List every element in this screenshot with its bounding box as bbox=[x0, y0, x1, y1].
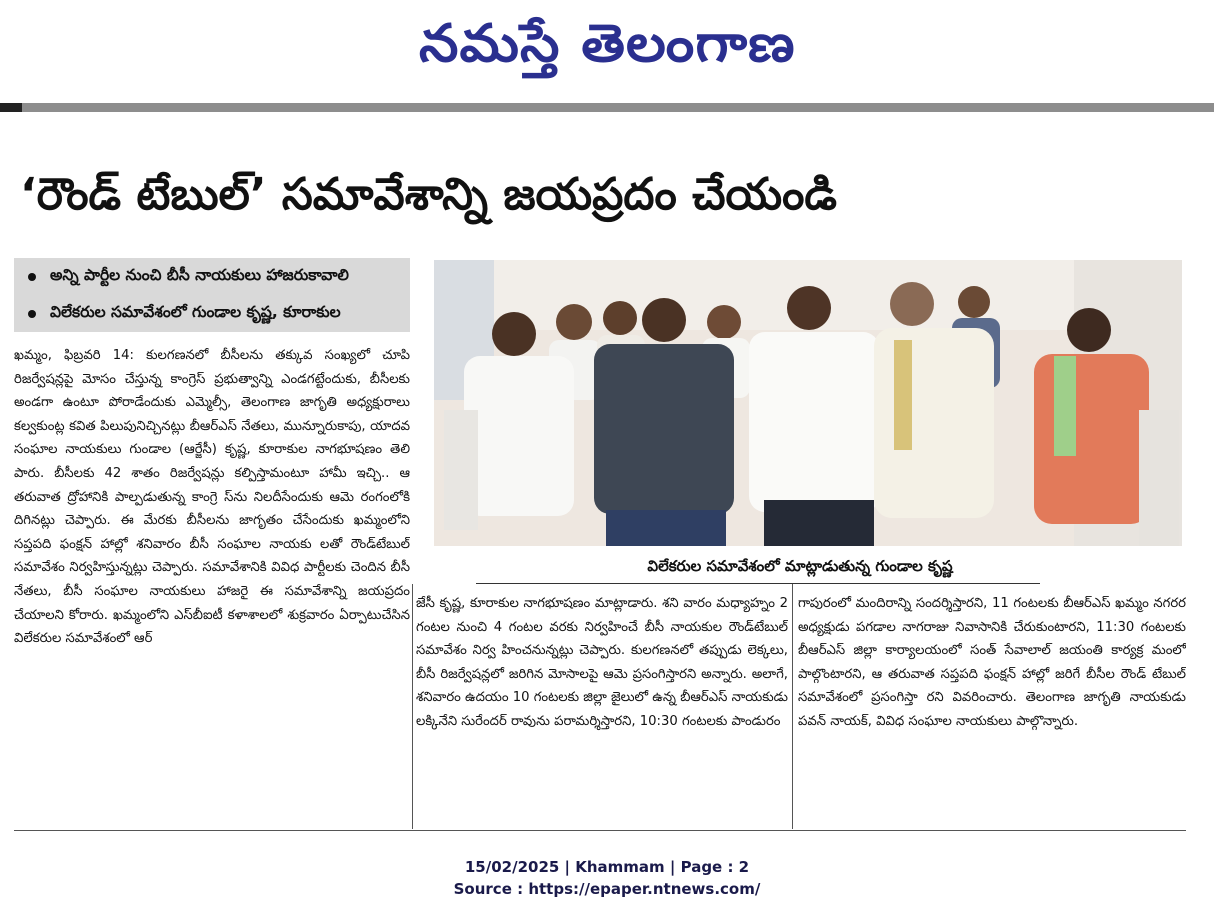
article-column-1 bbox=[14, 344, 410, 834]
column-divider bbox=[792, 584, 793, 829]
caption-rule bbox=[476, 583, 1040, 584]
column-text: ఖమ్మం, ఫిబ్రవరి 14: కులగణనలో బీసీలను తక్కువ సంఖ్యలో చూపి రిజర్వేషన్లపై మోసం చేస్తున్న కాంగ్రెస్ ప్రభుత్వాన్ని ఎండగట్టేందుకు, బీసీలకు అండగా ఉంటూ పోరాడేందుకు ఎమ్మెల్సీ, తెలంగాణ జాగృతి అధ్యక్షురాలు కల్వకుంట్ల కవిత పిలుపునిచ్చినట్లు బీఆర్ఎస్ నేతలు, మున్నూరుకాపు, యాదవ సంఘాల నాయకులు గుండాల (ఆర్జేసీ) కృష్ణ, కూరాకుల నాగభూషణం తెలి పారు. బీసీలకు 42 శాతం రిజర్వేషన్లు కల్పిస్తామంటూ హామీ ఇచ్చి.. ఆ తరువాత ద్రోహానికి పాల్పడుతున్న కాంగ్రె స్‌ను నిలదీసేందుకు ఆమె రంగంలోకి దిగినట్లు చెప్పారు. ఈ మేరకు బీసీలను జాగృతం చేసేందుకు ఖమ్మంలోని సప్తపది ఫంక్షన్ హాల్లో శనివారం బీసీ సంఘాల నాయకు లతో రౌండ్‌టేబుల్ సమావేశం నిర్వహిస్తున్నట్లు చెప్పారు. సమావేశానికి వివిధ పార్టీలకు చెందిన బీసీ నేతలు, బీసీ సంఘాల నాయకులు హాజరై ఈ సమావేశాన్ని జయప్రదం చేయాలని కోరారు. ఖమ్మంలోని ఎస్‌బీఐటీ కళాశాలలో శుక్రవారం ఏర్పాటుచేసిన విలేకరుల సమావేశంలో ఆర్ bbox=[14, 348, 410, 647]
bottom-rule bbox=[14, 830, 1186, 831]
bullet-icon bbox=[28, 310, 36, 318]
highlight-item bbox=[14, 258, 410, 295]
highlight-text: విలేకరుల సమావేశంలో గుండాల కృష్ణ, కూరాకుల bbox=[50, 302, 341, 321]
photo-illustration bbox=[434, 260, 1182, 546]
bullet-icon bbox=[28, 273, 36, 281]
newspaper-logo: నమస్తే తెలంగాణ bbox=[418, 13, 796, 74]
article-column-2 bbox=[416, 592, 788, 832]
highlight-text: అన్ని పార్టీల నుంచి బీసీ నాయకులు హాజరుకావాలి bbox=[50, 265, 349, 284]
column-text: జేసీ కృష్ణ, కూరాకుల నాగభూషణం మాట్లాడారు. శని వారం మధ్యాహ్నం 2 గంటల నుంచి 4 గంటల వరకు నిర్వహించే బీసీ నాయకుల రౌండ్‌టేబుల్ సమావేశం నిర్వ హించనున్నట్లు చెప్పారు. కులగణనలో తప్పుడు లెక్కలు, బీసీ రిజర్వేషన్లలో జరిగిన మోసాలపై ఆమె ప్రసంగిస్తారని అన్నారు. అలాగే, శనివారం ఉదయం 10 గంటలకు జిల్లా జైలులో ఉన్న బీఆర్ఎస్ నాయకుడు లక్కినేని సురేందర్ రావును పరామర్శిస్తారని, 10:30 గంటలకు పాండురం bbox=[416, 596, 788, 729]
press-meet-photo bbox=[434, 260, 1182, 546]
article-headline: ‘రౌండ్ టేబుల్’ సమావేశాన్ని జయప్రదం చేయండి bbox=[20, 169, 837, 220]
masthead bbox=[0, 0, 1214, 100]
footer-date-edition: 15/02/2025 | Khammam | Page : 2 bbox=[464, 858, 750, 876]
photo-caption: విలేకరుల సమావేశంలో మాట్లాడుతున్న గుండాల కృష్ణ bbox=[647, 557, 953, 575]
highlights-box bbox=[14, 258, 410, 332]
top-rule bbox=[0, 103, 1214, 112]
article-column-3 bbox=[798, 592, 1186, 832]
column-divider bbox=[412, 584, 413, 829]
footer-source: Source : https://epaper.ntnews.com/ bbox=[453, 880, 761, 898]
highlight-item bbox=[14, 295, 410, 332]
top-rule-accent bbox=[0, 103, 22, 112]
column-text: గాపురంలో మందిరాన్ని సందర్శిస్తారని, 11 గంటలకు బీఆర్ఎస్ ఖమ్మం నగరర అధ్యక్షుడు పగడాల నాగరాజు నివాసానికి చేరుకుంటారని, 11:30 గంటలకు బీఆర్ఎస్ జిల్లా కార్యాలయంలో సంత్ సేవాలాల్ జయంతి కార్యక్ర మంలో పాల్గొంటారని, ఆ తరువాత సప్తపది ఫంక్షన్ హాల్లో జరిగే బీసీల రౌండ్ టేబుల్ సమావేశంలో ప్రసంగిస్తా రని వివరించారు. తెలంగాణ జాగృతి నాయకుడు పవన్ నాయక్, వివిధ సంఘాల నాయకులు పాల్గొన్నారు. bbox=[798, 596, 1186, 729]
